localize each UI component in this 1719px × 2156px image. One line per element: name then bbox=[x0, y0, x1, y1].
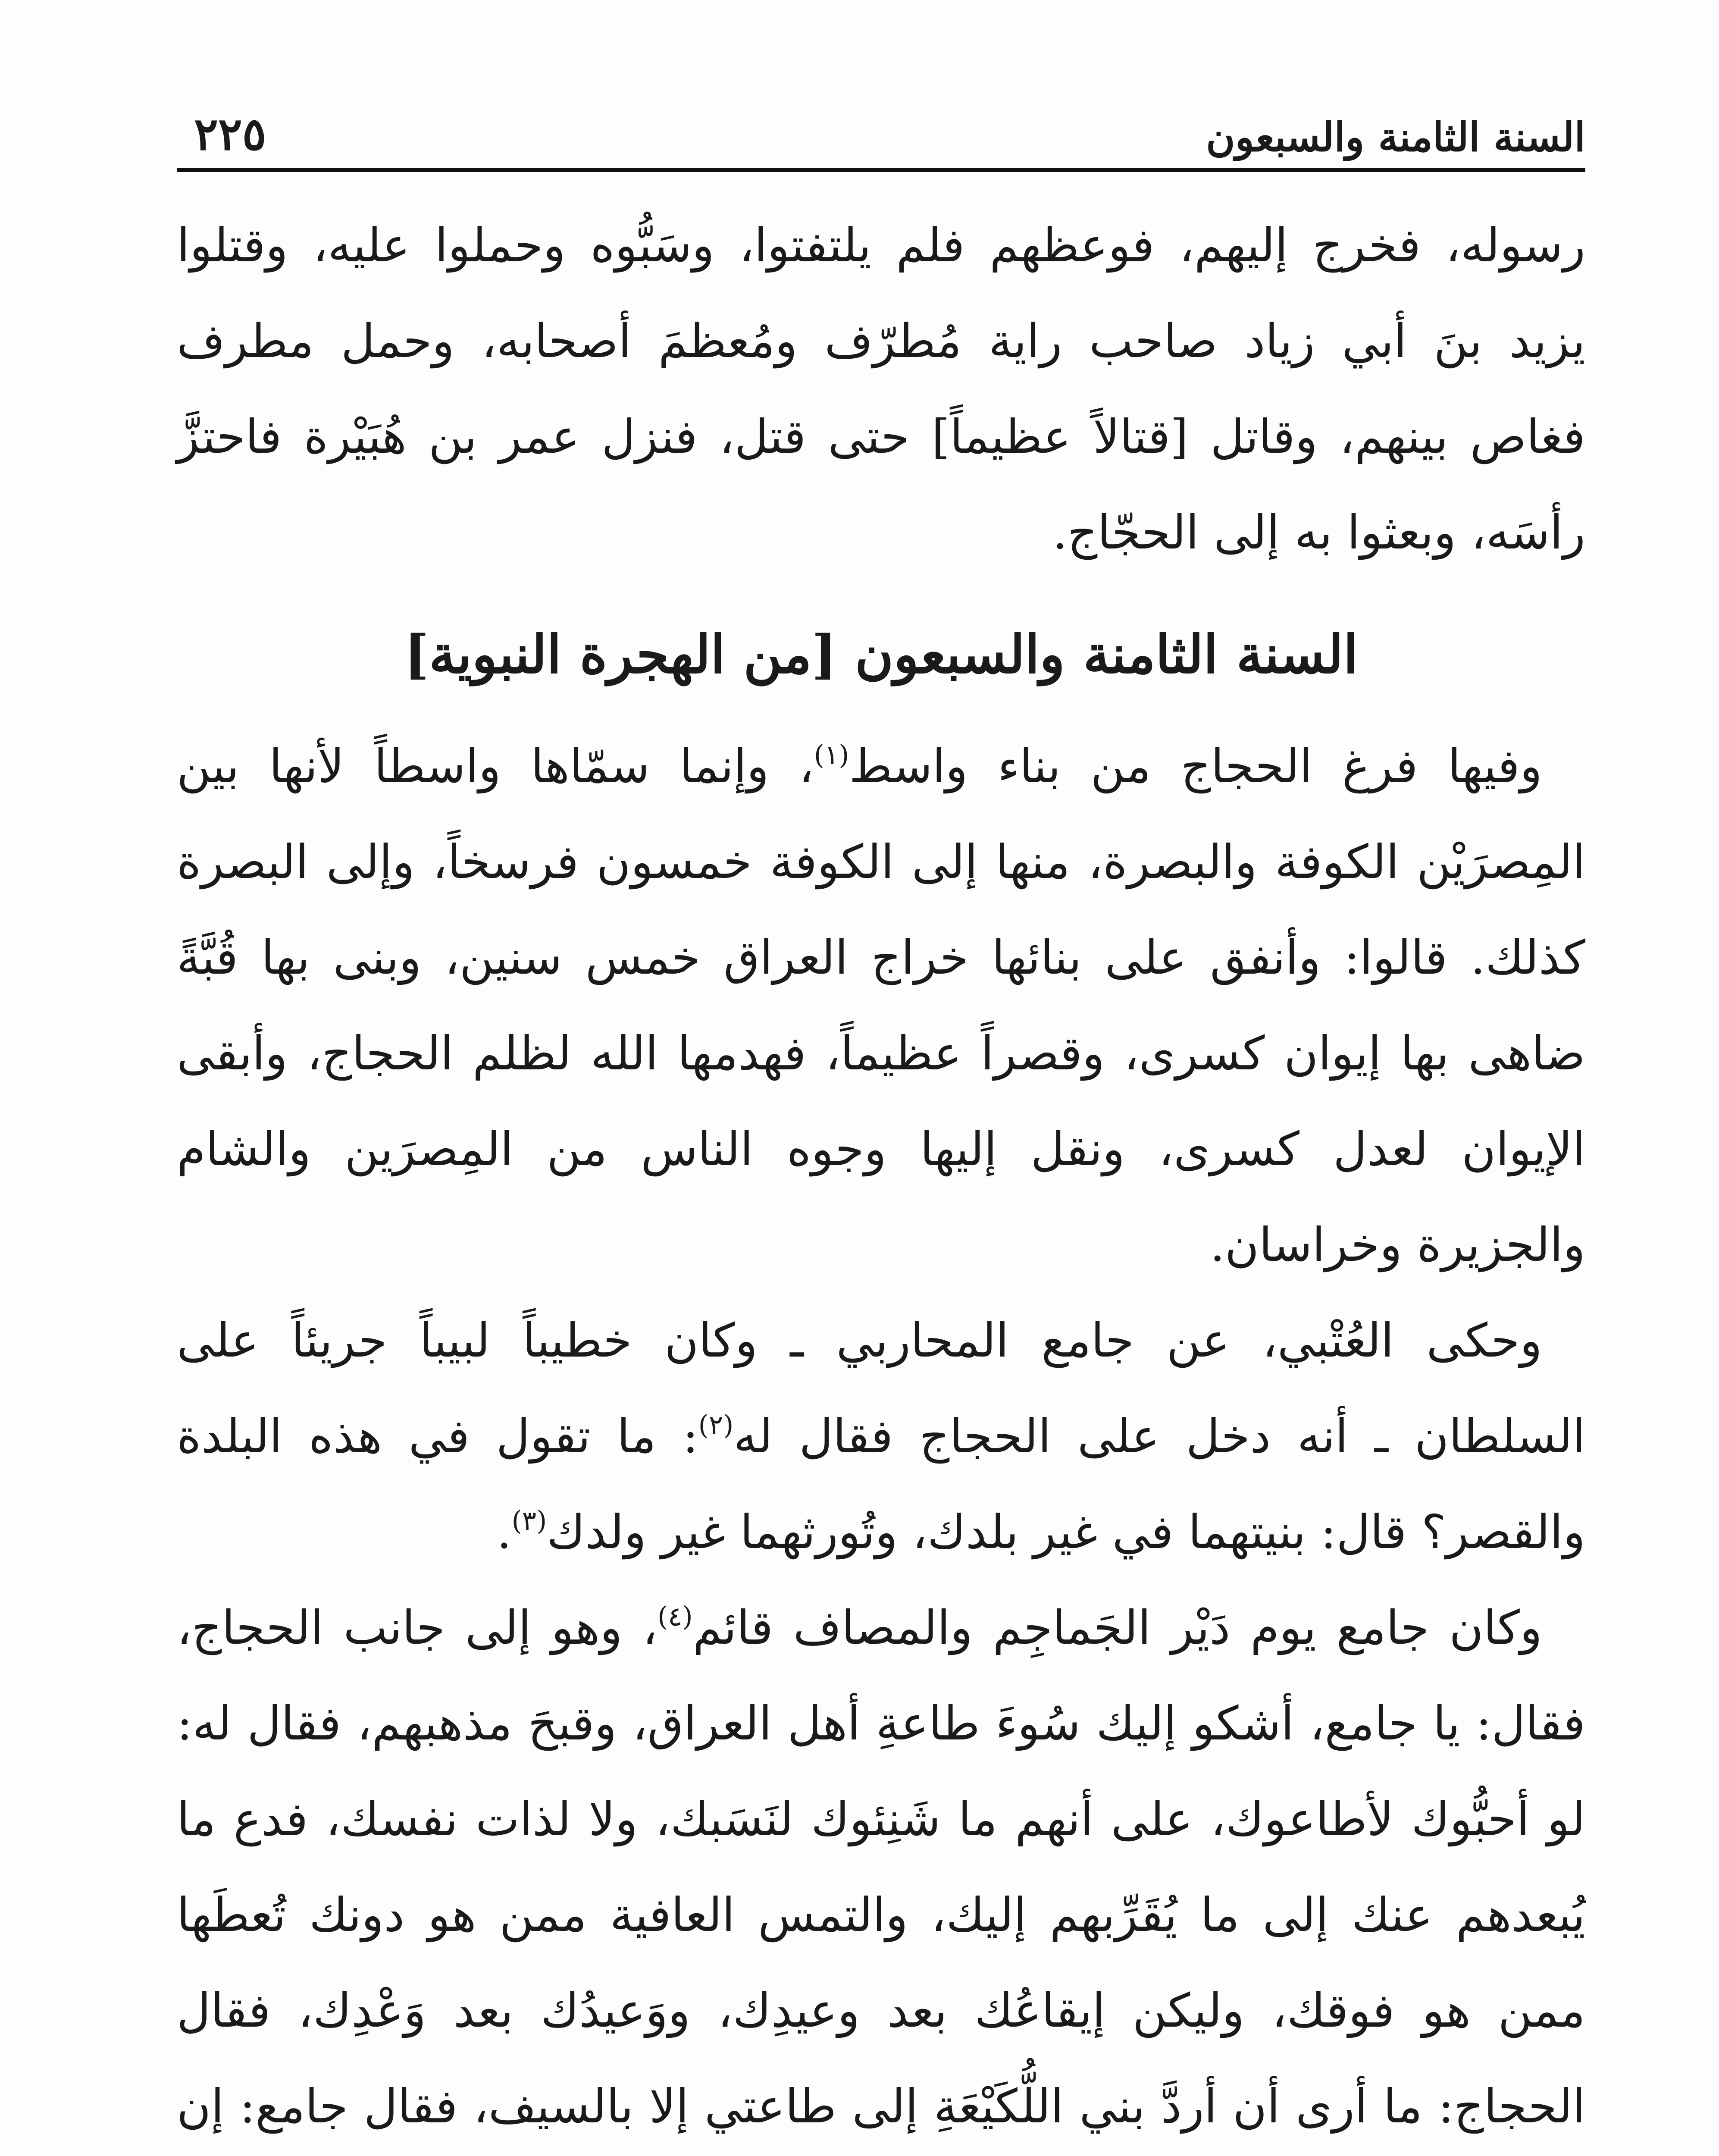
paragraph-text: وحكى العُتْبي، عن جامع المحاربي ـ وكان خطيباً لبيباً جريئاً على السلطان ـ أنه دخل على الحجاج فقال له bbox=[177, 1314, 1585, 1463]
paragraph-continuation: رسوله، فخرج إليهم، فوعظهم فلم يلتفتوا، وسَبُّوه وحملوا عليه، وقتلوا يزيد بنَ أبي زياد صاحب راية مُطرّف ومُعظمَ أصحابه، وحمل مطرف فغاص بينهم، وقاتل [قتالاً عظيماً] حتى قتل، فنزل عمر بن هُبَيْرة فاحتزَّ رأسَه، وبعثوا به إلى الحجّاج. bbox=[177, 219, 1585, 560]
paragraph-utbi bbox=[177, 1293, 1585, 1580]
running-header bbox=[177, 103, 1585, 172]
footnote-ref-1[interactable]: (١) bbox=[814, 739, 849, 771]
running-title: السنة الثامنة والسبعون bbox=[1206, 114, 1585, 160]
paragraph-text: ، وإنما سمّاها واسطاً لأنها بين المِصرَيْن الكوفة والبصرة، منها إلى الكوفة خمسون فرسخاً، وإلى البصرة كذلك. قالوا: وأنفق على بنائها خراج العراق خمس سنين، وبنى بها قُبَّةً ضاهى بها إيوان كسرى، وقصراً عظيماً، فهدمها الله لظلم الحجاج، وأبقى الإيوان لعدل كسرى، ونقل إليها وجوه الناس من المِصرَين والشام والجزيرة وخراسان. bbox=[177, 740, 1585, 1272]
footnote-ref-3[interactable]: (٣) bbox=[511, 1505, 547, 1536]
paragraph-wasit bbox=[177, 719, 1585, 1293]
paragraph-text: وكان جامع يوم دَيْر الجَماجِم والمصاف قائم bbox=[692, 1601, 1543, 1655]
paragraph-text: ، وهو إلى جانب الحجاج، فقال: يا جامع، أشكو إليك سُوءَ طاعةِ أهل العراق، وقبحَ مذهبهم، فقال له: لو أحبُّوك لأطاعوك، على أنهم ما شَنِئوك لنَسَبك، ولا لذات نفسك، فدع ما يُبعدهم عنك إلى ما يُقَرِّبهم إليك، والتمس العافية ممن هو دونك تُعطَها ممن هو فوقك، وليكن إيقاعُك بعد وعيدِك، ووَعيدُك بعد وَعْدِك، فقال الحجاج: ما أرى أن أردَّ بني اللُّكَيْعَةِ إلى طاعتي إلا بالسيف، فقال جامع: إن bbox=[177, 1601, 1585, 2134]
footnote-ref-2[interactable]: (٢) bbox=[698, 1409, 734, 1441]
page-number: ٢٢٥ bbox=[194, 107, 266, 160]
footnote-ref-4[interactable]: (٤) bbox=[657, 1601, 693, 1632]
book-page bbox=[177, 103, 1585, 2156]
section-heading: السنة الثامنة والسبعون [من الهجرة النبوية] bbox=[404, 623, 1358, 685]
paragraph-jami bbox=[177, 1580, 1585, 2156]
main-text bbox=[177, 198, 1585, 2156]
paragraph-text: : ما تقول في هذه البلدة والقصر؟ قال: بنيتهما في غير بلدك، وتُورثهما غير ولدك bbox=[177, 1410, 1585, 1559]
paragraph-text: وفيها فرغ الحجاج من بناء واسط bbox=[849, 740, 1542, 793]
paragraph-text: . bbox=[497, 1505, 512, 1559]
